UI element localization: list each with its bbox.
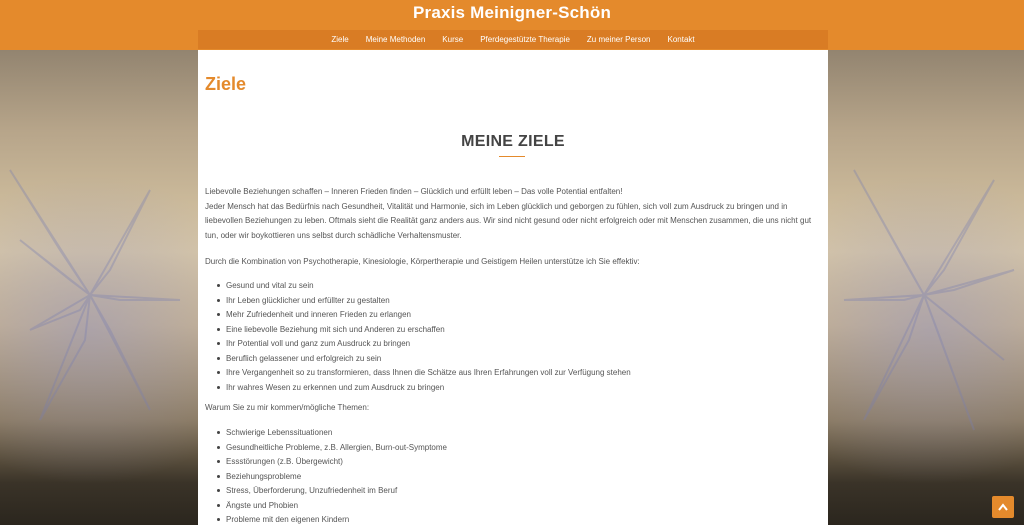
nav-item-pferdegestuetzte-therapie[interactable]: Pferdegestützte Therapie: [480, 35, 570, 44]
nav-item-meine-methoden[interactable]: Meine Methoden: [365, 35, 426, 44]
list-item: Ihre Vergangenheit so zu transformieren, dass Ihnen die Schätze aus Ihren Erfahrungen voll zur Verfügung stehen: [226, 366, 816, 381]
list-item: Ängste und Phobien: [226, 499, 816, 514]
list-item: Mehr Zufriedenheit und inneren Frieden zu erlangen: [226, 308, 816, 323]
nav-item-ziele[interactable]: Ziele: [331, 35, 349, 44]
section-heading: MEINE ZIELE: [461, 133, 565, 150]
nav-item-kurse[interactable]: Kurse: [442, 35, 464, 44]
list-item: Ihr Leben glücklicher und erfüllter zu gestalten: [226, 294, 816, 309]
list-item: Probleme mit den eigenen Kindern: [226, 513, 816, 525]
intro-line: Liebevolle Beziehungen schaffen – Inneren Frieden finden – Glücklich und erfüllt leben – Das volle Potential entfalten!: [205, 187, 623, 196]
main-navigation: [198, 30, 828, 49]
list-item: Eine liebevolle Beziehung mit sich und Anderen zu erschaffen: [226, 323, 816, 338]
list-item: Essstörungen (z.B. Übergewicht): [226, 455, 816, 470]
themes-list: [226, 426, 816, 525]
list-item: Beruflich gelassener und erfolgreich zu sein: [226, 352, 816, 367]
list-item: Ihr wahres Wesen zu erkennen und zum Ausdruck zu bringen: [226, 381, 816, 396]
nav-item-kontakt[interactable]: Kontakt: [667, 35, 695, 44]
site-title[interactable]: Praxis Meinigner-Schön: [412, 3, 612, 22]
list-item: Gesund und vital zu sein: [226, 279, 816, 294]
content-panel: [198, 50, 828, 525]
list-item: Stress, Überforderung, Unzufriedenheit im Beruf: [226, 484, 816, 499]
chevron-up-icon: [998, 503, 1008, 511]
background-decoration: [0, 130, 200, 460]
list-item: Ihr Potential voll und ganz zum Ausdruck zu bringen: [226, 337, 816, 352]
list-item: Beziehungsprobleme: [226, 470, 816, 485]
intro-paragraph: Jeder Mensch hat das Bedürfnis nach Gesundheit, Vitalität und Harmonie, sich im Leben glücklich und geborgen zu fühlen, sich voll zum Ausdruck zu bringen und in liebevollen Beziehungen zu leben. Oftmals sieht die Realität ganz anders aus. Wir sind nicht gesund oder nicht erfolgreich oder mit Menschen zusammen, die uns nicht gut tun, oder wir boykottieren uns selbst durch schädliche Verhaltensmuster.: [205, 201, 812, 240]
background-decoration: [824, 130, 1024, 460]
page-title: Ziele: [205, 74, 247, 94]
intro-text: [205, 185, 817, 243]
back-to-top-button[interactable]: [992, 496, 1014, 518]
heading-divider: [499, 156, 525, 157]
goals-list: [226, 279, 816, 395]
lead-text: Durch die Kombination von Psychotherapie, Kinesiologie, Körpertherapie und Geistigem Heilen unterstütze ich Sie effektiv:: [205, 257, 640, 266]
nav-item-zu-meiner-person[interactable]: Zu meiner Person: [586, 35, 651, 44]
themes-heading: Warum Sie zu mir kommen/mögliche Themen:: [205, 403, 370, 412]
list-item: Schwierige Lebenssituationen: [226, 426, 816, 441]
list-item: Gesundheitliche Probleme, z.B. Allergien, Burn-out-Symptome: [226, 441, 816, 456]
